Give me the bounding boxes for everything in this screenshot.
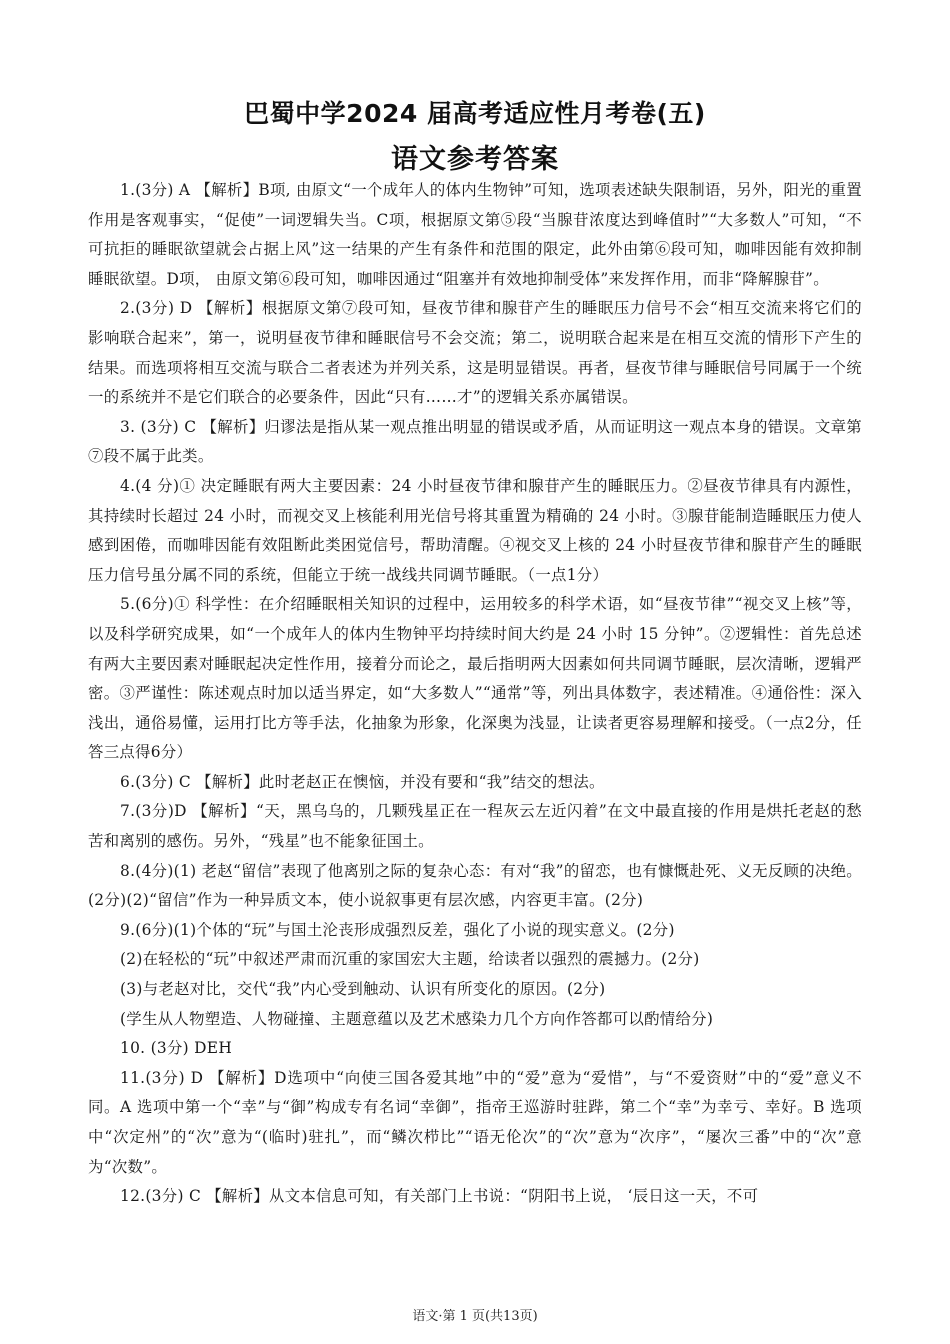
answer-item-4: 4.(4 分)① 决定睡眠有两大主要因素：24 小时昼夜节律和腺苷产生的睡眠压力。②昼夜节律具有内源性，其持续时长超过 24 小时，而视交叉上核能利用光信号将其重置为精确的 24 小时。③腺苷能制造睡眠压力使人感到困倦，而咖啡因能有效阻断此类困觉信号，帮助清醒。④视交叉上核的 24 小时昼夜节律和腺苷产生的睡眠压力信号虽分属不同的系统，但能立于统一战线共同调节睡眠。（一点1分） — [88, 476, 862, 584]
answer-9-part-3: (3)与老赵对比，交代“我”内心受到触动、认识有所变化的原因。(2分) — [120, 980, 606, 999]
answer-9-part-2: (2)在轻松的“玩”中叙述严肃而沉重的家国宏大主题，给读者以强烈的震撼力。(2分) — [120, 950, 700, 969]
answer-item-7: 7.(3分)D 【解析】“天，黑乌乌的，几颗残星正在一程灰云左近闪着”在文中最直接的作用是烘托老赵的愁苦和离别的感伤。另外，“残星”也不能象征国土。 — [88, 802, 862, 851]
answer-item-10: 10. (3分) DEH — [120, 1039, 233, 1058]
answer-item-2: 2.(3分) D 【解析】根据原文第⑦段可知，昼夜节律和腺苷产生的睡眠压力信号不会“相互交流来将它们的影响联合起来”，第一，说明昼夜节律和睡眠信号不会交流；第二，说明联合起来是在相互交流的情形下产生的结果。而选项将相互交流与联合二者表述为并列关系，这是明显错误。再者，昼夜节律与睡眠信号同属于一个统一的系统并不是它们联合的必要条件，因此“只有……才”的逻辑关系亦属错误。 — [88, 299, 862, 407]
document-title: 巴蜀中学2024 届高考适应性月考卷(五) — [244, 99, 706, 128]
answer-item-5: 5.(6分)① 科学性：在介绍睡眠相关知识的过程中，运用较多的科学术语，如“昼夜节律”“视交叉上核”等，以及科学研究成果，如“一个成年人的体内生物钟平均持续时间大约是 24 小时 15 分钟”。②逻辑性：首先总述有两大主要因素对睡眠起决定性作用，接着分而论之，最后指明两大因素如何共同调节睡眠，层次清晰，逻辑严密。③严谨性：陈述观点时加以适当界定，如“大多数人”“通常”等，列出具体数字，表述精准。④通俗性：深入浅出，通俗易懂，运用打比方等手法，化抽象为形象，化深奥为浅显，让读者更容易理解和接受。（一点2分，任答三点得6分） — [88, 595, 862, 762]
answer-item-11: 11.(3分) D 【解析】D选项中“向使三国各爱其地”中的“爱”意为“爱惜”，与“不爱资财”中的“爱”意义不同。A 选项中第一个“幸”与“御”构成专有名词“幸御”，指帝王巡游时驻跸，第二个“幸”为幸亏、幸好。B 选项中“次定州”的“次”意为“(临时)驻扎”，而“鳞次栉比”“语无伦次”的“次”意为“次序”，“屡次三番”中的“次”意为“次数”。 — [88, 1068, 862, 1176]
answer-9-note: (学生从人物塑造、人物碰撞、主题意蕴以及艺术感染力几个方向作答都可以酌情给分) — [120, 1009, 714, 1028]
answer-item-6: 6.(3分) C 【解析】此时老赵正在懊恼，并没有要和“我”结交的想法。 — [120, 772, 605, 791]
answer-item-1: 1.(3分) A 【解析】B项, 由原文“一个成年人的体内生物钟”可知，选项表述缺失限制语，另外，阳光的重置作用是客观事实，“促使”一词逻辑失当。C项，根据原文第⑤段“当腺苷浓度达到峰值时”“大多数人”可知，“不可抗拒的睡眠欲望就会占据上风”这一结果的产生有条件和范围的限定，此外由第⑥段可知，咖啡因能有效抑制睡眠欲望。D项， 由原文第⑥段可知，咖啡因通过“阻塞并有效地抑制受体”来发挥作用，而非“降解腺苷”。 — [88, 181, 862, 288]
answer-list — [88, 176, 862, 1212]
answer-item-3: 3. (3分) C 【解析】归谬法是指从某一观点推出明显的错误或矛盾，从而证明这一观点本身的错误。文章第⑦段不属于此类。 — [88, 417, 862, 466]
answer-item-9: 9.(6分)(1)个体的“玩”与国土沦丧形成强烈反差，强化了小说的现实意义。(2分) — [120, 920, 675, 939]
answer-item-8: 8.(4分)(1) 老赵“留信”表现了他离别之际的复杂心态：有对“我”的留恋，也有慷慨赴死、义无反顾的决绝。(2分)(2)“留信”作为一种异质文本，使小说叙事更有层次感，内容更丰富。(2分) — [88, 861, 862, 910]
page-footer: 语文·第 1 页(共13页) — [412, 1309, 538, 1324]
answer-item-12: 12.(3分) C 【解析】从文本信息可知，有关部门上书说：“阴阳书上说， ‘辰日这一天，不可 — [120, 1187, 759, 1206]
document-subtitle: 语文参考答案 — [391, 144, 559, 175]
